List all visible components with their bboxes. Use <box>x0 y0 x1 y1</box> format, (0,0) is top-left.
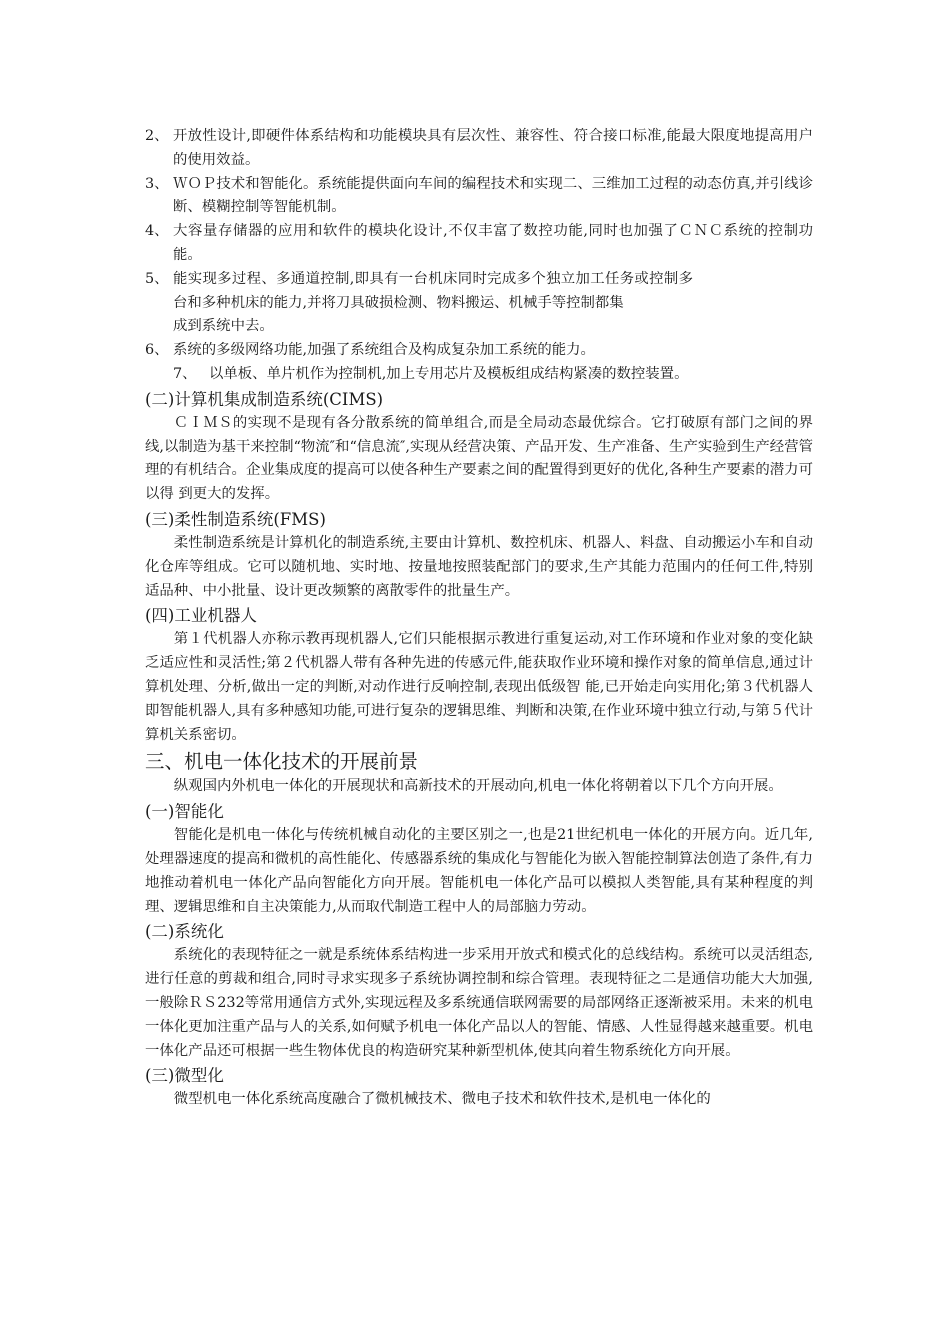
list-text: 开放性设计,即硬件体系结构和功能模块具有层次性、兼容性、符合接口标准,能最大限度地提高用户的使用效益。 <box>173 128 813 168</box>
list-number: 2、 <box>145 128 169 144</box>
list-number: 4、 <box>145 223 169 240</box>
subheading-micro: (三)微型化 <box>145 1066 224 1086</box>
list-item <box>145 363 813 387</box>
paragraph-fms: 柔性制造系统是计算机化的制造系统,主要由计算机、数控机床、机器人、料盘、自动搬运小车和自动化仓库等组成。它可以随机地、实时地、按量地按照装配部门的要求,生产其能力范围内的任何工件,特别适品种、中小批量、设计更改频繁的离散零件的批量生产。 <box>145 534 813 599</box>
list-text-continued: 成到系统中去。 <box>173 318 274 335</box>
paragraph-smart: 智能化是机电一体化与传统机械自动化的主要区别之一,也是21世纪机电一体化的开展方向。近几年,处理器速度的提高和微机的高性能化、传感器系统的集成化与智能化为嵌入智能控制算法创造了条件,有力地推动着机电一体化产品向智能化方向开展。智能机电一体化产品可以模拟人类智能,具有某种程度的判理、逻辑思维和自主决策能力,从而取代制造工程中人的局部脑力劳动。 <box>145 827 813 915</box>
list-item <box>145 173 813 221</box>
list-number: 3、 <box>145 175 169 192</box>
list-item <box>145 268 813 339</box>
list-item <box>145 220 813 268</box>
paragraph-prospects: 纵观国内外机电一体化的开展现状和高新技术的开展动向,机电一体化将朝着以下几个方向开展。 <box>173 778 783 795</box>
paragraph-robot: 第１代机器人亦称示教再现机器人,它们只能根据示教进行重复运动,对工作环境和作业对象的变化缺乏适应性和灵活性;第２代机器人带有各种先进的传感元件,能获取作业环境和操作对象的简单信息,通过计算机处理、分析,做出一定的判断,对动作进行反响控制,表现出低级智 能,已开始走向实用化;第３代机器人即智能机器人,具有多种感知功能,可进行复杂的逻辑思维、判断和决策,在作业环境中独立行动,与第５代计算机关系密切。 <box>145 631 813 743</box>
list-text: 能实现多过程、多通道控制,即具有一台机床同时完成多个独立加工任务或控制多台和多种机床的能力,并将刀具破损检测、物料搬运、机械手等控制都集 <box>173 270 693 311</box>
list-text: 系统的多级网络功能,加强了系统组合及构成复杂加工系统的能力。 <box>173 342 595 359</box>
section-heading-prospects: 三、机电一体化技术的开展前景 <box>145 750 419 774</box>
subheading-robot: (四)工业机器人 <box>145 606 257 626</box>
subheading-system: (二)系统化 <box>145 922 224 942</box>
subheading-fms: (三)柔性制造系统(FMS) <box>145 509 326 529</box>
list-number: 7、 <box>173 365 197 382</box>
list-item <box>145 339 813 363</box>
paragraph-micro: 微型机电一体化系统高度融合了微机械技术、微电子技术和软件技术,是机电一体化的 <box>173 1091 711 1108</box>
subheading-smart: (一)智能化 <box>145 802 224 822</box>
list-text: 大容量存储器的应用和软件的模块化设计,不仅丰富了数控功能,同时也加强了ＣＮＣ系统的控制功能。 <box>173 223 813 263</box>
list-text: 以单板、单片机作为控制机,加上专用芯片及模板组成结构紧凑的数控装置。 <box>209 365 689 382</box>
paragraph-system: 系统化的表现特征之一就是系统体系结构进一步采用开放式和模式化的总线结构。系统可以灵活组态,进行任意的剪裁和组合,同时寻求实现多子系统协调控制和综合管理。表现特征之二是通信功能大大加强,一般除ＲＳ232等常用通信方式外,实现远程及多系统通信联网需要的局部网络正逐渐被采用。未来的机电一体化更加注重产品与人的关系,如何赋予机电一体化产品以人的智能、情感、人性显得越来越重要。机电一体化产品还可根据一些生物体优良的构造研究某种新型机体,使其向着生物系统化方向开展。 <box>145 947 813 1059</box>
list-number: 6、 <box>145 342 169 359</box>
list-item <box>145 125 813 173</box>
list-number: 5、 <box>145 270 169 287</box>
list-text: ＷＯＰ技术和智能化。系统能提供面向车间的编程技术和实现二、三维加工过程的动态仿真,并引线诊断、模糊控制等智能机制。 <box>173 175 813 216</box>
document-page <box>145 125 813 1112</box>
list-text-block <box>173 268 813 339</box>
subheading-cims: (二)计算机集成制造系统(CIMS) <box>145 389 384 409</box>
paragraph-cims: ＣＩＭＳ的实现不是现有各分散系统的简单组合,而是全局动态最优综合。它打破原有部门之间的界线,以制造为基干来控制“物流″和“信息流″,实现从经营决策、产品开发、生产准备、生产实验到生产经营管理的有机结合。企业集成度的提高可以使各种生产要素之间的配置得到更好的优化,各种生产要素的潜力可以得 到更大的发挥。 <box>145 414 813 503</box>
